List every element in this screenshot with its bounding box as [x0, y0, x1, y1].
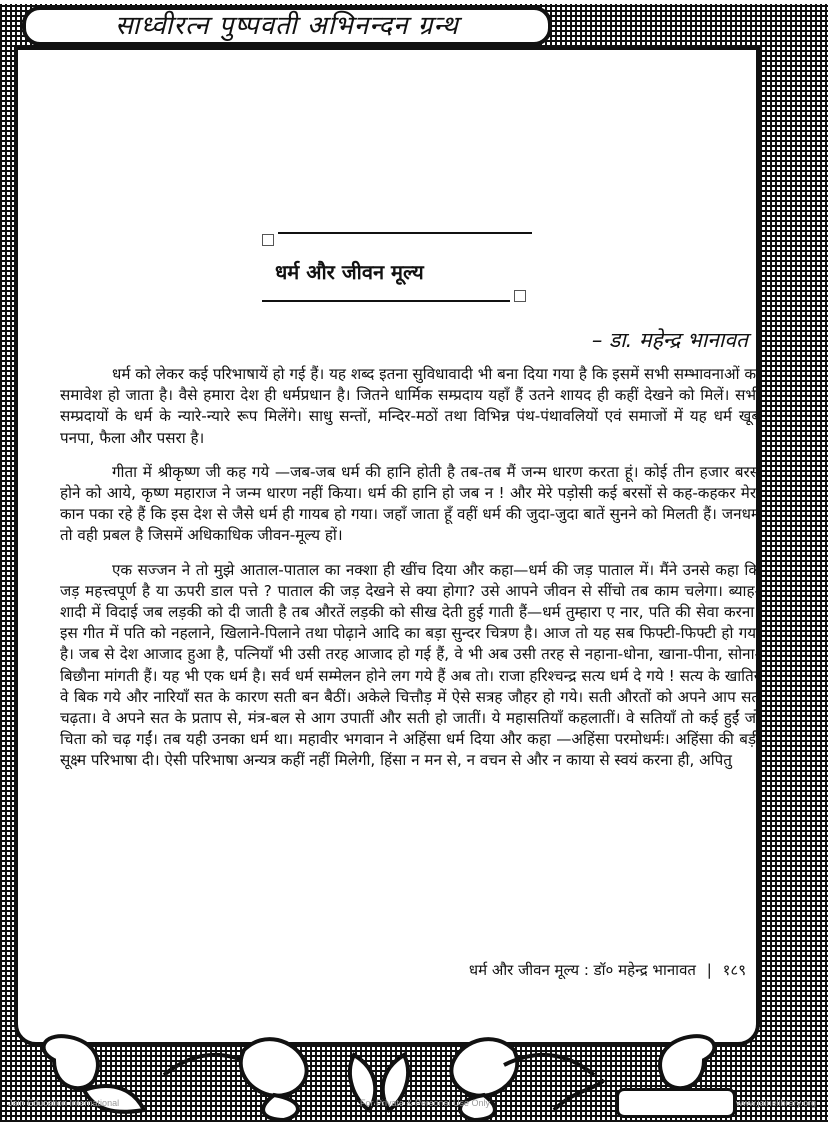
book-title-banner — [22, 6, 552, 46]
paragraph: एक सज्जन ने तो मुझे आताल-पाताल का नक्शा ही खींच दिया और कहा—धर्म की जड़ पाताल में। मैंने उनसे कहा कि जड़ महत्त्वपूर्ण है या ऊपरी डाल पत्ते ? पाताल की जड़ देखने से क्या होगा? उसे आपने जीवन से सींचो तब काम चलेगा। ब्याह-शादी में विदाई जब लड़की को दी जाती है तब औरतें लड़की को सीख देती हुई गाती हैं—धर्म तुम्हारा ए नार, पति की सेवा करना। इस गीत में पति को नहलाने, खिलाने-पिलाने तथा पोढ़ाने आदि का बड़ा सुन्दर चित्रण है। आज तो यह सब फिफ्टी-फिफ्टी हो गया है। जब से देश आजाद हुआ है, पत्नियाँ भी उसी तरह आजाद हो गई हैं, वे भी अब उसी तरह से नहाना-धोना, खाना-पीना, सोना-बिछौना मांगती हैं। यह भी एक धर्म है। सर्व धर्म सम्मेलन होने लग गये हैं अब तो। राजा हरिश्चन्द्र सत्य धर्म दे गये ! सत्य के खातिर वे बिक गये और नारियाँ सत के कारण सती बन बैठीं। अकेले चित्तौड़ में ऐसे सत्रह जौहर हो गये। सती औरतों को अपने आप सत चढ़ता। वे अपने सत के प्रताप से, मंत्र-बल से आग उपातीं और सती हो जातीं। ये महासतियाँ कहलातीं। वे सतियाँ तो कई हुईं जो चिता को चढ़ गईं। तब यही उनका धर्म था। महावीर भगवान ने अहिंसा धर्म दिया और कहा —अहिंसा परमोधर्मः। अहिंसा की बड़ी सूक्ष्म परिभाषा दी। ऐसी परिभाषा अन्यत्र कहीं नहीं मिलेगी, हिंसा न मन से, न वचन से और न काया से स्वयं करना ही, अपितु — [60, 560, 760, 770]
name-plate — [616, 1088, 736, 1118]
watermark-center: For Private & Personal Use Only — [360, 1098, 491, 1108]
top-edge — [0, 0, 828, 4]
watermark-left: Jain Education International — [8, 1098, 120, 1108]
corner-square-icon — [262, 234, 274, 246]
article-body — [60, 364, 760, 785]
heading-top-rule — [278, 232, 532, 234]
page-number: १८९ — [722, 961, 746, 979]
footer-separator: | — [706, 961, 712, 979]
article-author: – डा. महेन्द्र भानावत — [591, 328, 748, 352]
watermark-right: www.jainelibrary.org — [736, 1098, 816, 1108]
book-title: साध्वीरत्न पुष्पवती अभिनन्दन ग्रन्थ — [115, 11, 459, 41]
paragraph: धर्म को लेकर कई परिभाषायें हो गई हैं। यह शब्द इतना सुविधावादी भी बना दिया गया है कि इसमें सभी सम्भावनाओं का समावेश हो जाता है। वैसे हमारा देश ही धर्मप्रधान है। जितने धार्मिक सम्प्रदाय यहाँ हैं उतने शायद ही कहीं देखने को मिलें। सभी सम्प्रदायों के धर्म के न्यारे-न्यारे रूप मिलेंगे। साधु सन्तों, मन्दिर-मठों तथा विभिन्न पंथ-पंथावलियों एवं समाजों में यह धर्म खूब पनपा, फैला और पसरा है। — [60, 365, 760, 447]
article-title: धर्म और जीवन मूल्य — [275, 260, 424, 284]
running-footer — [469, 960, 746, 980]
corner-square-icon — [514, 290, 526, 302]
heading-bottom-rule — [262, 300, 510, 302]
footer-running-title: धर्म और जीवन मूल्य : डॉ० महेन्द्र भानावत — [468, 961, 696, 979]
paragraph: गीता में श्रीकृष्ण जी कह गये —जब-जब धर्म की हानि होती है तब-तब मैं जन्म धारण करता हूं। कोई तीन हजार बरस होने को आये, कृष्ण महाराज ने जन्म धारण नहीं किया। धर्म की हानि हो जब न ! और मेरे पड़ोसी कई बरसों से कह-कहकर मेरा कान पका रहे हैं कि इस देश से जैसे धर्म ही गायब हो गया। जहाँ जाता हूँ वहीं धर्म की जुदा-जुदा बातें सुनने को मिलती हैं। जनधर्म तो वही प्रबल है जिसमें अधिकाधिक जीवन-मूल्य हों। — [60, 462, 760, 545]
